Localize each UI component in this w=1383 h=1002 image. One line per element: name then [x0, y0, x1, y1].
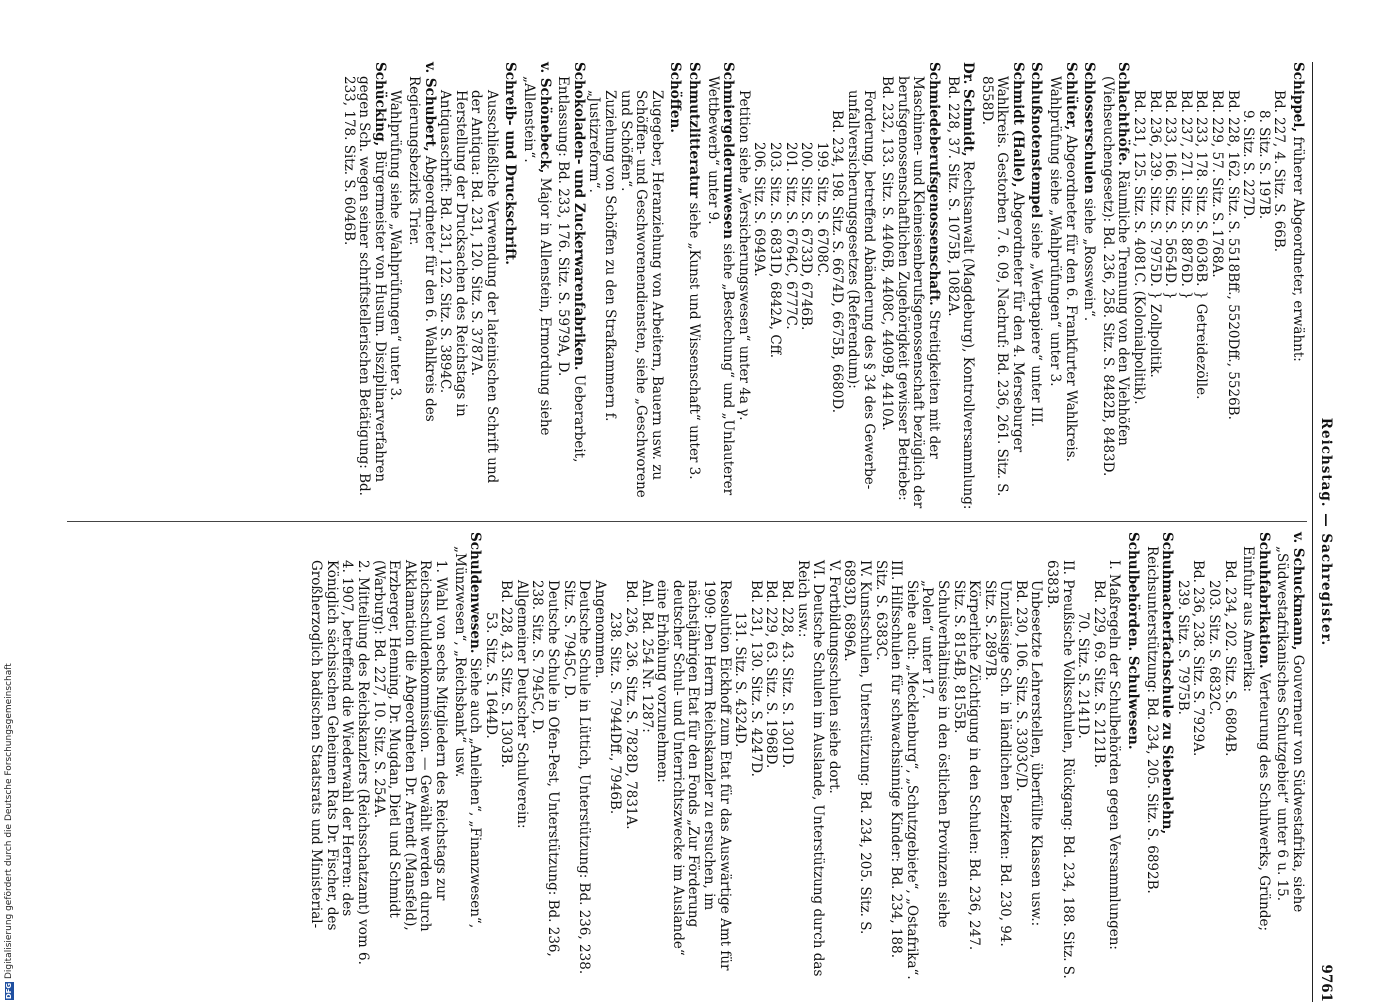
entry-heading: Schippel, [1290, 62, 1306, 133]
entry-subline: Bd. 236, 238. Sitz. S. 7929A. [1190, 560, 1207, 757]
register-entry [405, 62, 436, 510]
entry-text: Abgeordneter für den 4. Merseburger Wahlkreis. Gestorben 7. 6. 09, Nachruf: Bd. 236, 261. Sitz. S. 8558D. [978, 76, 1026, 497]
entry-subline: 239. Sitz. S. 7975B. [1174, 580, 1191, 715]
register-entry [667, 62, 683, 510]
entry-heading: v. Schubert, [421, 62, 438, 152]
register-entry [1274, 532, 1305, 980]
register-entry [1047, 62, 1078, 510]
entry-heading: Schreib- und Druckschrift. [502, 62, 519, 265]
entry-text: Ueberarbeit, Entlassung: Bd. 233, 176. Sitz. S. 5979A, D. [555, 76, 587, 463]
entry-subline: Bd. 228, 162. Sitz. S. 5518Bff., 5520Dff., 5526B. [1224, 90, 1241, 420]
entry-subline: 2. Mitteilung des Reichskanzlers (Reichsschatzamt) vom 6. 4. 1907, betreffend die Wiederwahl der Herren: des Königlich sächsischen Geheimen Rats Dr. Fischer, des Großherzoglich badischen Staatsrats und Ministerial- [308, 560, 371, 965]
entry-text: siehe „Rosswein“. [1081, 198, 1098, 322]
entry-text: Streitigkeiten mit der Maschinen- und Kleineisenberufsgenossenschaft bezüglich der berufsgenossenschaftlichen Zugehörigkeit gewisser Betriebe: Bd. 232, 133. Sitz. S. 4406B, 4408C, 4409B, 4410A. [879, 76, 942, 509]
register-entry [521, 62, 552, 510]
entry-text: Gouverneur von Südwestafrika, siehe „Südwestafrikanisches Schutzgebiet“ unter 6 u. 15. [1274, 546, 1306, 913]
entry-subline: Bd. 234, 198. Sitz. S. 6674D, 6675B, 6680D. [829, 110, 846, 414]
entry-heading: Schlußnotenstempel [1028, 62, 1045, 219]
register-entry [978, 62, 1025, 510]
entry-subline: 199. Sitz. S. 6708C. [813, 142, 830, 277]
register-entry [340, 62, 387, 510]
entry-subline: Bd. 233, 166. Sitz. S. 5654D. } [1162, 90, 1179, 300]
page-header [1312, 62, 1335, 1002]
entry-heading: Schmiergelderunwesen [720, 62, 737, 240]
entry-subline: Ausschließliche Verwendung der lateinischen Schrift und der Antiqua: Bd. 231, 120. Sitz. S. 3787A. [468, 90, 500, 484]
entry-subline: Forderung, betreffend Abänderung des § 34 des Gewerbe-unfallversicherungsgesetzes (Referendum): [844, 90, 877, 490]
register-entry [1099, 62, 1130, 510]
register-entry [704, 62, 735, 510]
entry-subline: 9. Sitz. S. 227D. [1240, 110, 1257, 220]
entry-text: Major in Allenstein, Ermordung siehe „Allenstein“. [521, 76, 553, 436]
left-column [337, 62, 1305, 510]
entry-subline: IV. Kunstschulen, Unterstützung: Bd. 234, 205. Sitz. S. 6893D, 6896A. [841, 560, 873, 935]
entry-heading: Schuhfabrikation. [1255, 532, 1272, 669]
entry-subline: Zugegeber, Heranziehung von Arbeitern, Bauern usw. zu Schöffen- und Geschworenendiensten, siehe „Geschworene und Schöffen“. [617, 90, 665, 498]
entry-subline: Bd. 236, 236. Sitz. S. 7828D, 7831A. [623, 580, 640, 830]
entry-subline: 8. Sitz. S. 197B. [1255, 110, 1272, 220]
entry-subline: 203. Sitz. S. 6832C. [1206, 580, 1223, 715]
register-entry [944, 62, 975, 510]
entry-subline: 203. Sitz. S. 6831D, 6842A, Cff. [767, 142, 783, 359]
entry-heading: Schöffen. [667, 62, 684, 133]
entry-subline: Bd. 227, 4. Sitz. S. 66B. [1271, 90, 1288, 253]
register-entry [502, 62, 518, 510]
page-number: 9761 [1318, 964, 1334, 1002]
entry-heading: v. Schuckmann, [1290, 532, 1306, 651]
entry-text: Siehe auch „Anleihen“, „Finanzwesen“, „Münzwesen“, „Reichsbank“ usw. [451, 546, 484, 929]
register-entry [879, 62, 941, 510]
register-entry [1289, 62, 1305, 510]
entry-heading: Dr. Schmidt, [960, 62, 977, 157]
entry-heading: Schlachthöfe. [1115, 62, 1132, 166]
page-title: Reichstag. — Sachregister. [1318, 417, 1334, 647]
entry-subline: Zuziehung von Schöffen zu den Strafkammern f. „Justizreform“. [586, 90, 619, 422]
register-entry [1143, 532, 1174, 980]
entry-subline: Schulverhältnisse in den östlichen Provinzen siehe „Polen“ unter 17. [919, 580, 951, 928]
register-entry [1028, 62, 1044, 510]
entry-subline: Bd. 236, 239. Sitz. S. 7975D. } Zollpolitik. [1146, 90, 1163, 378]
entry-subline: Bd. 229, 57. Sitz. S. 1768A. [1209, 90, 1226, 278]
register-entry [685, 62, 701, 510]
entry-subline: II. Preußische Volksschulen, Rückgang: Bd. 234, 188. Sitz. S. 6383B. [1044, 560, 1076, 979]
entry-heading: Schulbehörden. Schulwesen. [1125, 532, 1142, 750]
entry-subline: 238. Sitz. S. 7944Dff., 7946B. [607, 612, 624, 815]
entry-text: früherer Abgeordneter, erwähnt: [1290, 136, 1306, 362]
entry-heading: Schmidt (Halle), [1009, 62, 1026, 188]
entry-text: Rechtsanwalt (Magdeburg), Kontrollversammlung: Bd. 228, 37. Sitz. S. 1075B, 1082A. [944, 76, 977, 510]
entry-text: Bürgermeister von Husum. Disziplinarverfahren gegen Sch. wegen seiner schriftstellerischen Betätigung: Bd. 233, 178. Sitz. S. 6046B. [340, 76, 388, 496]
entry-subline: Unzulässige Sch. in ländlichen Bezirken: Bd. 230, 94. Sitz. S. 2897B. [981, 580, 1014, 947]
entry-heading: Schlüter, [1062, 62, 1079, 131]
entry-subline: Bd. 231, 125. Sitz. S. 4081C. (Kolonialpolitik). [1131, 90, 1148, 405]
entry-heading: Schücking, [371, 62, 388, 147]
entry-subline: Bd. 237, 271. Sitz. S. 8876D. } [1177, 90, 1194, 300]
entry-subline: I. Maßregeln der Schulbehörden gegen Versammlungen: [1106, 560, 1123, 950]
register-entry [451, 532, 482, 980]
entry-subline: Bd. 229, 69. Sitz. S. 2121B. [1090, 580, 1107, 768]
entry-subline: 201. Sitz. S. 6764C, 6777C. [782, 142, 799, 330]
entry-text: Räumliche Trennung von den Viehhöfen (Viehseuchengesetz): Bd. 236, 258. Sitz. S. 8482B, 8483D. [1099, 76, 1132, 477]
register-entry [555, 62, 586, 510]
entry-text: Verteurung des Schuhwerks, Gründe; Einfuhr aus Amerika: [1240, 546, 1272, 932]
entry-heading: Schuhmacherfachschule zu Siebenlehn, [1159, 532, 1176, 835]
entry-text: siehe „Bestechung“ und „Unlauterer Wettbewerb“ unter 9. [704, 76, 737, 496]
entry-heading: Schmutzlitteratur [686, 62, 703, 199]
entry-text: Abgeordneter für den 6. Frankfurter Wahlkreis. Wahlprüfung siehe „Wahlprüfungen“ unter 3. [1047, 76, 1079, 462]
entry-subline: Siehe auch: „Mecklenburg“, „Schutzgebiete“, „Ostafrika“. [903, 580, 920, 980]
entry-subline: 53. Sitz. S. 1644D. [482, 612, 499, 739]
entry-text: siehe „Kunst und Wissenschaft“ unter 3. [686, 202, 703, 480]
entry-subline: 1. Wahl von sechs Mitgliedern des Reichstags zur Reichsschuldenkommission. — Gewählt werden durch Akklamation die Abgeordneten Dr. Arendt (Mansfeld), Erzberger, Henning, Dr. Mugdan, Dietl und Schmidt (Warburg): Bd. 227, 10. Sitz. S. 254A. [370, 560, 449, 932]
rotated-register-page [65, 62, 1335, 1002]
register-entry [1081, 62, 1097, 510]
entry-subline: V. Fortbildungsschulen siehe dort. [825, 560, 842, 794]
register-entry [1240, 532, 1271, 980]
entry-subline: Bd. 230, 106. Sitz. S. 3303C/D. [1012, 580, 1029, 792]
entry-heading: Schokoladen- und Zuckerwarenfabriken. [570, 62, 587, 371]
entry-subline: Bd. 228, 43. Sitz. S. 1301D. [779, 580, 795, 769]
footer-text: Digitalisierung gefördert durch die Deutsche Forschungsgemeinschaft [4, 663, 14, 979]
footer-credit [4, 663, 14, 1000]
entry-subline: Petition siehe „Versicherungswesen“ unter 4a γ. [735, 90, 752, 421]
entry-subline: 200. Sitz. S. 6733D, 6746B. [798, 142, 815, 331]
entry-subline: Deutsche Schule in Ofen-Pest, Unterstützung: Bd. 236, 238. Sitz. S. 7945C, D. [529, 580, 562, 957]
entry-subline: Bd. 234, 202. Sitz. S. 6804B. [1221, 560, 1238, 757]
entry-subline: Allgemeiner Deutscher Schulverein: [513, 580, 530, 829]
right-column [308, 532, 1305, 980]
entry-subline: 131. Sitz. S. 4324D. [732, 612, 749, 748]
entry-subline: Bd. 231, 130. Sitz. S. 4247D. [747, 580, 764, 777]
entry-subline: Bd. 229, 63. Sitz. S. 1968D. [763, 580, 780, 769]
entry-subline: Unbesetzte Lehrerstellen, überfüllte Klassen usw.: [1028, 580, 1045, 927]
entry-subline: Anl. Bd. 254 Nr. 1287: [638, 580, 655, 733]
entry-subline: Deutsche Schule in Lüttich, Unterstützung: Bd. 236, 238. Sitz. S. 7945C, D. [560, 580, 593, 975]
entry-text: siehe „Wertpapiere“ unter III. [1028, 222, 1045, 428]
entry-subline: Angenommen. [591, 580, 608, 679]
entry-subline: III. Hilfsschulen für schwachsinnige Kinder: Bd. 234, 188. Sitz. S. 6383C. [872, 560, 905, 959]
entry-heading: Schmiedeberufsgenossenschaft. [925, 62, 942, 306]
entry-subline: Bd. 228, 43. Sitz. S. 1303B. [498, 580, 515, 768]
entry-text: Reichsunterstützung: Bd. 234, 205. Sitz. S. 6892B. [1143, 546, 1160, 894]
entry-heading: Schlosserschulen [1081, 62, 1098, 194]
entry-text: Abgeordneter für den 6. Wahlkreis des Regierungsbezirks Trier. [405, 76, 438, 422]
dfg-logo: DFG [5, 982, 13, 1000]
entry-heading: Schuldenwesen. [467, 532, 484, 654]
entry-subline: 206. Sitz. S. 6949A. [751, 142, 768, 277]
column-divider [67, 521, 1307, 522]
entry-subline: Bd. 233, 178. Sitz. S. 6036B. } Getreidezölle. [1193, 90, 1210, 400]
entry-subline: 70. Sitz. S. 2141D. [1075, 612, 1092, 739]
entry-subline: Herstellung der Drucksachen des Reichstags in Antiquaschrift: Bd. 231, 122. Sitz. S. 3894C. [437, 90, 469, 417]
register-entry [1124, 532, 1140, 980]
entry-heading: v. Schönebeck, [536, 62, 553, 174]
entry-subline: Resolution Eickhoff zum Etat für das Auswärtige Amt für 1909: Den Herrn Reichskanzler zu ersuchen, im nächstjährigen Etat für den Fonds „Zur Förderung deutscher Schul- und Unterrichtszwecke im Auslande“ eine Erhöhung vorzunehmen: [654, 580, 733, 971]
entry-subline: Wahlprüfung siehe „Wahlprüfungen“ unter 3. [387, 90, 404, 401]
entry-subline: Körperliche Züchtigung in den Schulen: Bd. 236, 247. Sitz. S. 8154B, 8155B. [950, 580, 983, 951]
entry-subline: VI. Deutsche Schulen im Auslande, Unterstützung durch das Reich usw.: [794, 560, 827, 977]
